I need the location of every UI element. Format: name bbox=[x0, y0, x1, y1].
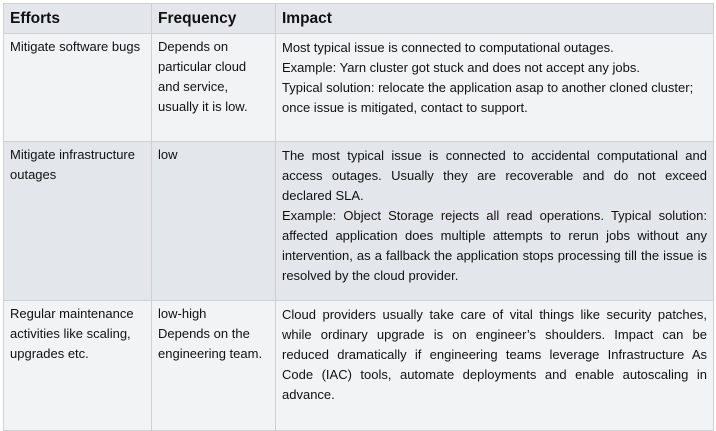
efforts-cell: Regular maintenance activities like scaling, upgrades etc. bbox=[4, 301, 152, 431]
impact-cell bbox=[276, 301, 714, 431]
impact-text: The most typical issue is connected to accidental computational and access outages. Usually they are recoverable and do not exceed declared SLA. bbox=[282, 148, 707, 203]
impact-cell bbox=[276, 34, 714, 142]
impact-text: Example: Object Storage rejects all read operations. Typical solution: affected application does multiple attempts to rerun jobs without any intervention, as a fallback the application stops processing till the issue is resolved by the cloud provider. bbox=[282, 208, 707, 283]
frequency-cell: Depends on particular cloud and service, usually it is low. bbox=[152, 34, 276, 142]
impact-text: Typical solution: relocate the application asap to another cloned cluster; once issue is mitigated, contact to support. bbox=[282, 80, 694, 115]
table-row bbox=[4, 142, 714, 301]
header-impact: Impact bbox=[276, 4, 714, 34]
impact-cell bbox=[276, 142, 714, 301]
frequency-text: Depends on the engineering team. bbox=[158, 326, 263, 361]
header-row bbox=[4, 4, 714, 34]
impact-text: Example: Yarn cluster got stuck and does not accept any jobs. bbox=[282, 60, 640, 75]
efforts-table bbox=[3, 3, 714, 431]
efforts-cell: Mitigate infrastructure outages bbox=[4, 142, 152, 301]
table-row bbox=[4, 34, 714, 142]
frequency-cell: low bbox=[152, 142, 276, 301]
header-efforts: Efforts bbox=[4, 4, 152, 34]
frequency-cell bbox=[152, 301, 276, 431]
table-row bbox=[4, 301, 714, 431]
impact-text: Most typical issue is connected to computational outages. bbox=[282, 40, 614, 55]
frequency-text: low-high bbox=[158, 306, 207, 321]
impact-text: Cloud providers usually take care of vital things like security patches, while ordinary upgrade is on engineer’s shoulders. Impact can be reduced dramatically if engineering teams leverage Infrastructure As Code (IAC) tools, automate deployments and enable autoscaling in advance. bbox=[282, 307, 707, 402]
efforts-cell: Mitigate software bugs bbox=[4, 34, 152, 142]
header-frequency: Frequency bbox=[152, 4, 276, 34]
